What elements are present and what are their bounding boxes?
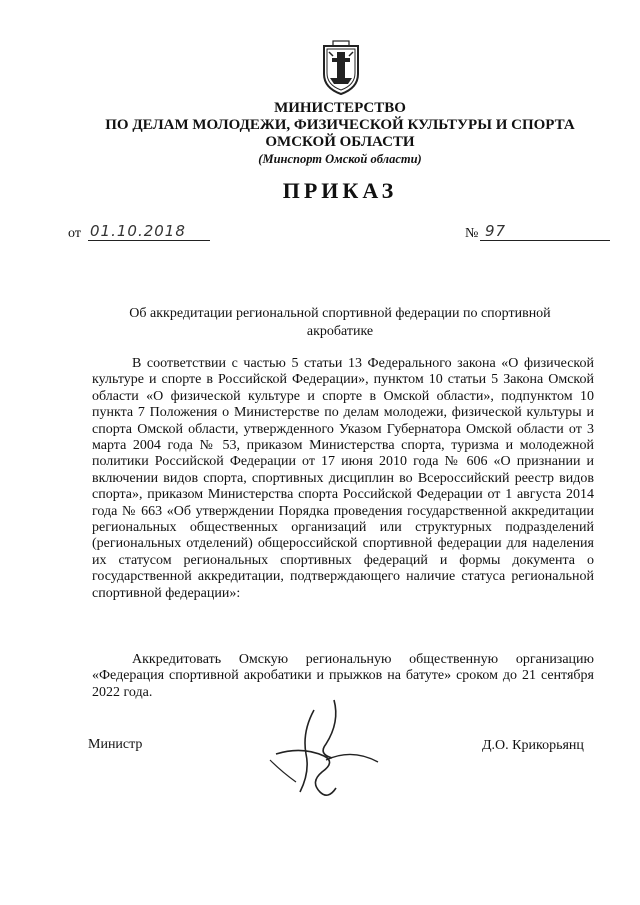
ministry-name-line3: ОМСКОЙ ОБЛАСТИ (265, 134, 415, 150)
number-prefix: № (465, 226, 479, 241)
preamble-paragraph: В соответствии с частью 5 статьи 13 Федерального закона «О физической культуре и спорте в Российской Федерации», пунктом 10 статьи 5 Закона Омской области «О физической культуре и спорте в Омской области», подпунктом 10 пункта 7 Положения о Министерстве по делам молодежи, физической культуры и спорта Омской области, утвержденного Указом Губернатора Омской области от 3 марта 2004 года № 53, приказом Министерства спорта, туризма и молодежной политики Российской Федерации от 17 июня 2010 года № 606 «О признании и включении видов спорта, спортивных дисциплин во Всероссийский реестр видов спорта», приказом Министерства спорта Российской Федерации от 1 августа 2014 года № 663 «Об утверждении Порядка проведения государственной аккредитации региональных общественных организаций или структурных подразделений (региональных отделений) общероссийской спортивной федерации для наделения их статусом региональных спортивных федераций и формы документа о государственной аккредитации, подтверждающего наличие статуса региональной спортивной федерации»: (92, 356, 594, 601)
ministry-short-name: (Минспорт Омской области) (258, 152, 422, 166)
number-underline (480, 240, 610, 241)
signatory-name: Д.О. Крикорьянц (482, 738, 584, 753)
date-underline (88, 240, 210, 241)
order-paragraph: Аккредитовать Омскую региональную общественную организацию «Федерация спортивной акробатики и прыжков на батуте» сроком до 21 сентября 2022 года. (92, 652, 594, 700)
handwritten-signature (262, 692, 382, 812)
coat-of-arms-icon (318, 40, 364, 96)
ministry-name-line1: МИНИСТЕРСТВО (274, 100, 406, 116)
signatory-position: Министр (88, 737, 143, 752)
date-prefix: от (68, 226, 81, 241)
ministry-name-line2: ПО ДЕЛАМ МОЛОДЕЖИ, ФИЗИЧЕСКОЙ КУЛЬТУРЫ И СПОРТА (105, 117, 575, 133)
date-value: 01.10.2018 (90, 222, 186, 240)
document-title: ПРИКАЗ (282, 178, 398, 203)
document-subject: Об аккредитации региональной спортивной федерации по спортивной акробатике (129, 306, 551, 339)
number-value: 97 (485, 222, 507, 240)
